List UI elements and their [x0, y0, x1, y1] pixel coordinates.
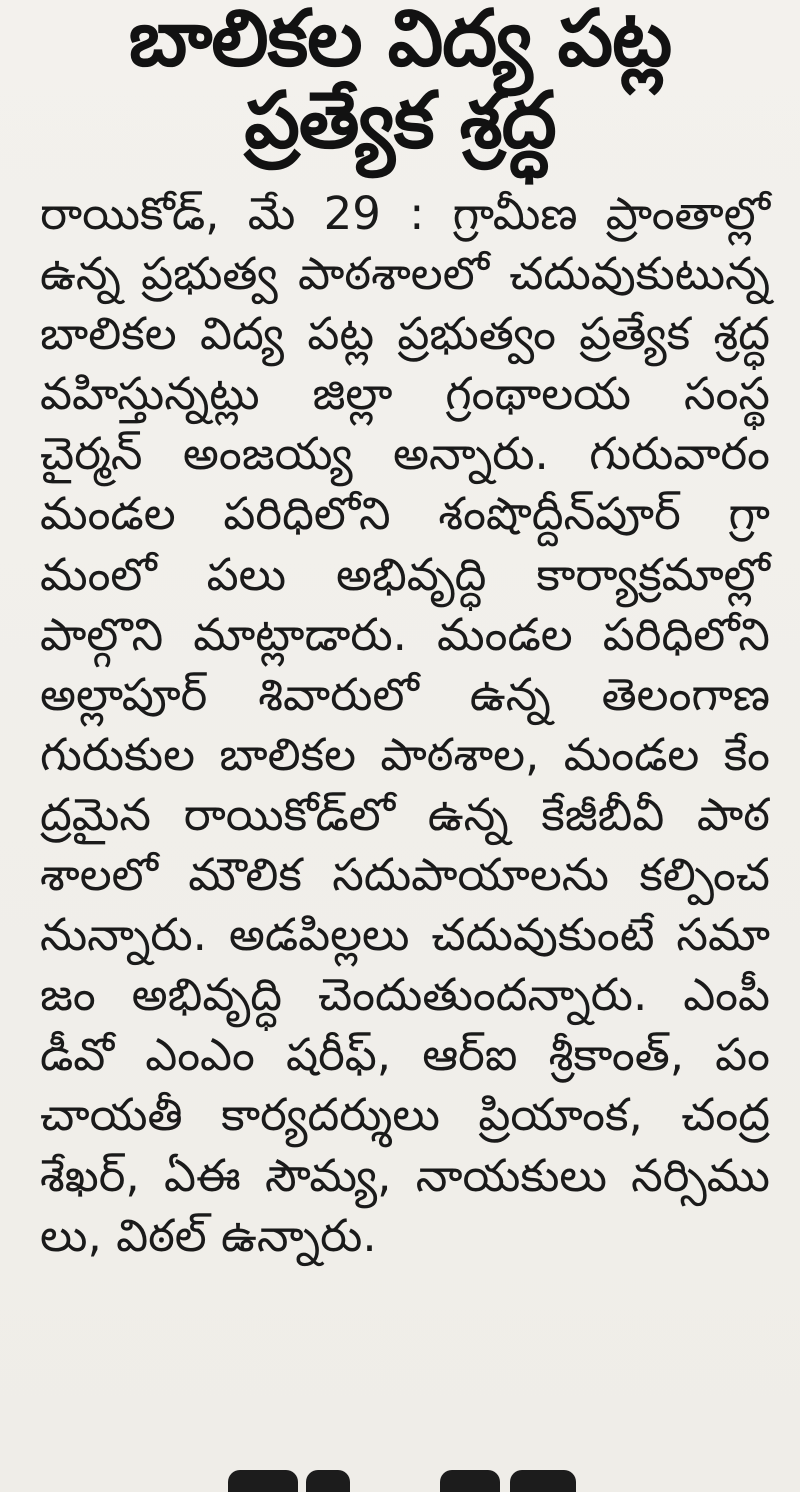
- body-line: జం అభివృద్ధి చెందుతుందన్నారు. ఎంపీ: [40, 968, 770, 1022]
- body-line: లు, విఠల్ ఉన్నారు.: [40, 1208, 377, 1262]
- body-line: డీవో ఎంఎం షరీఫ్, ఆర్ఐ శ్రీకాంత్, పం: [40, 1028, 770, 1082]
- cropped-glyph: [306, 1470, 350, 1492]
- body-line: బాలికల విద్య పట్ల ప్రభుత్వం ప్రత్యేక శ్రద్ధ: [40, 307, 770, 361]
- headline-line-2: ప్రత్యేక శ్రద్ధ: [244, 76, 556, 166]
- cropped-next-headline: [210, 1462, 610, 1492]
- body-line: రాయికోడ్, మే 29 : గ్రామీణ ప్రాంతాల్లో: [40, 187, 770, 240]
- cropped-glyph: [510, 1470, 576, 1492]
- body-line: ద్రమైన రాయికోడ్‌లో ఉన్న కేజీబీవీ పాఠ: [40, 787, 770, 841]
- body-line: అల్లాపూర్ శివారులో ఉన్న తెలంగాణ: [40, 667, 770, 721]
- body-line: నున్నారు. అడపిల్లలు చదువుకుంటే సమా: [40, 908, 770, 962]
- body-line: మండల పరిధిలోని శంషొద్దీన్‌పూర్ గ్రా: [40, 487, 770, 541]
- body-line: గురుకుల బాలికల పాఠశాల, మండల కేం: [40, 727, 770, 781]
- cropped-glyph: [228, 1470, 298, 1492]
- body-line: చైర్మన్ అంజయ్య అన్నారు. గురువారం: [40, 427, 770, 481]
- headline-line-1: బాలికల విద్య పట్ల: [128, 0, 672, 84]
- body-line: వహిస్తున్నట్లు జిల్లా గ్రంథాలయ సంస్థ: [40, 367, 770, 421]
- body-line: పాల్గొని మాట్లాడారు. మండల పరిధిలోని: [40, 607, 770, 661]
- cropped-glyph: [440, 1470, 500, 1492]
- body-line: ఉన్న ప్రభుత్వ పాఠశాలలో చదువుకుటున్న: [40, 247, 770, 301]
- body-line: మంలో పలు అభివృద్ధి కార్యాక్రమాల్లో: [40, 547, 770, 601]
- body-line: చాయతీ కార్యదర్శులు ప్రియాంక, చంద్ర: [40, 1088, 770, 1142]
- body-line: శేఖర్, ఏఈ సౌమ్య, నాయకులు నర్సిము: [40, 1148, 770, 1202]
- article-body: [40, 184, 770, 1266]
- body-line: శాలలో మౌలిక సదుపాయాలను కల్పించ: [40, 848, 770, 902]
